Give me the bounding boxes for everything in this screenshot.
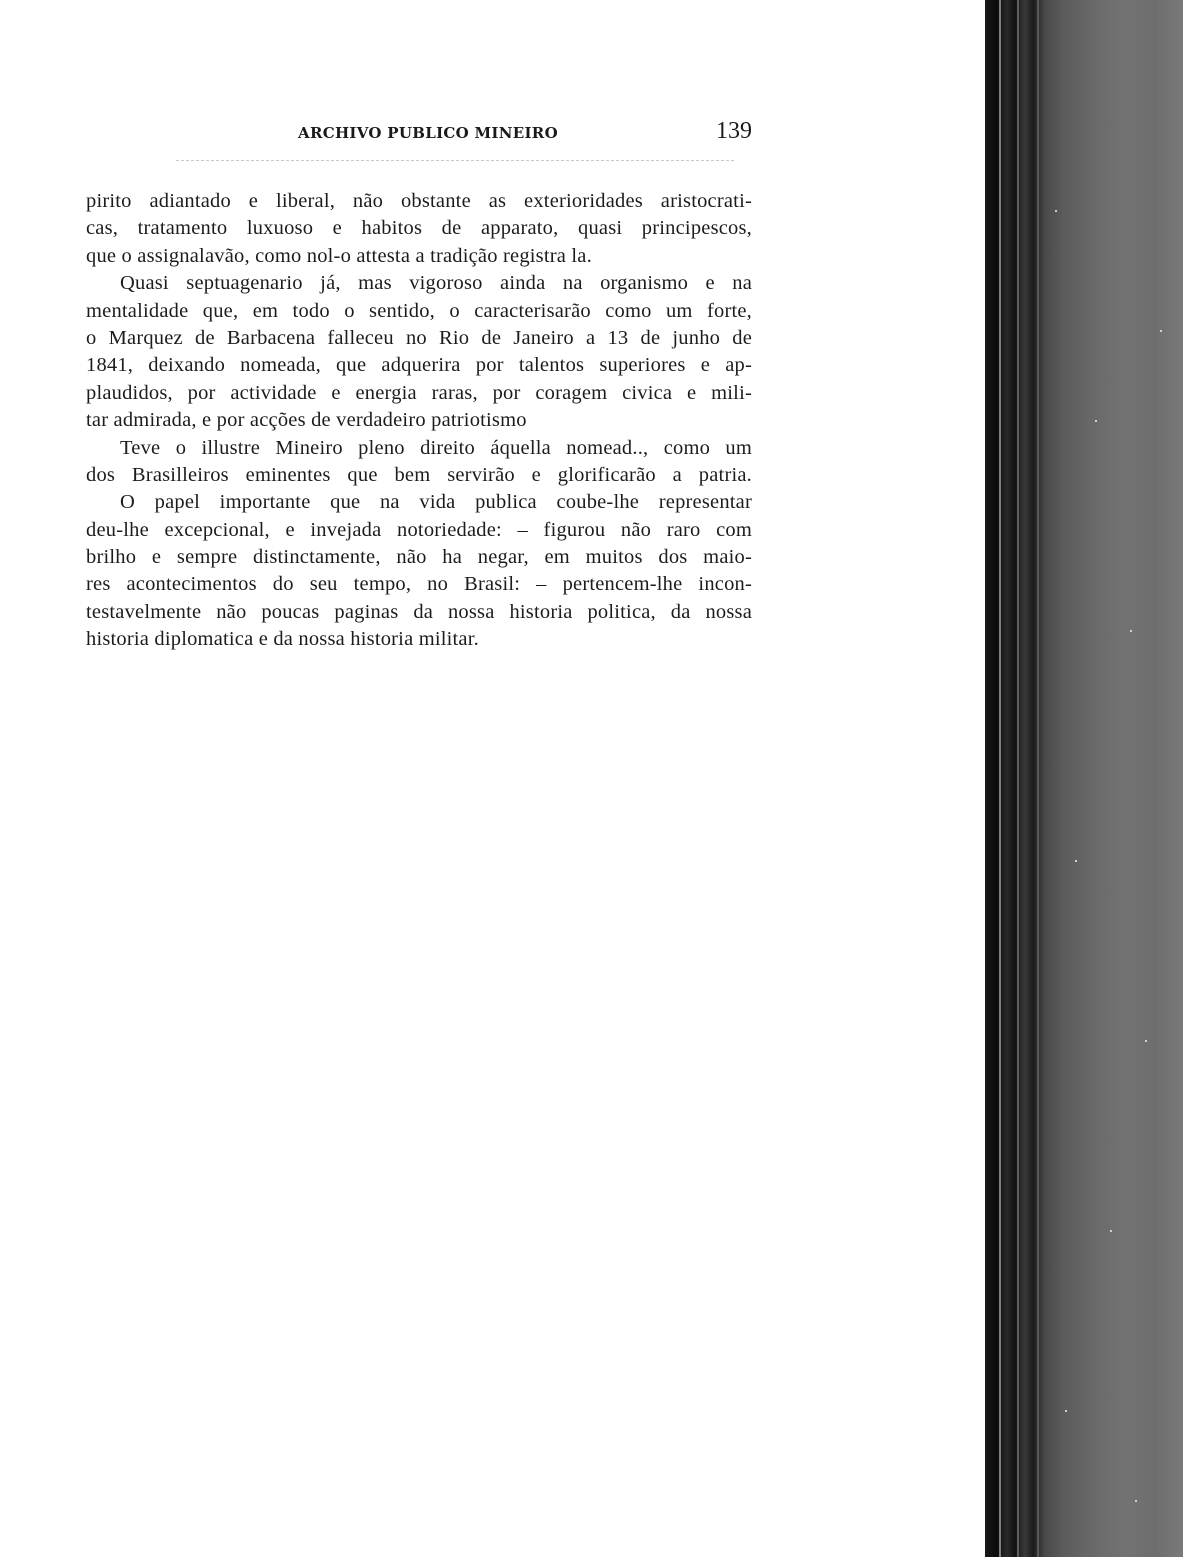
- speck: [1110, 1230, 1112, 1232]
- spine-highlight: [1017, 0, 1019, 1557]
- text-line: plaudidos, por actividade e energia raras, por coragem civica e mili-: [86, 381, 752, 404]
- paragraph-start-line: Quasi septuagenario já, mas vigoroso ainda na organismo e na: [120, 272, 752, 295]
- text-line: testavelmente não poucas paginas da nossa historia politica, da nossa: [86, 600, 752, 623]
- speck: [1065, 1410, 1067, 1412]
- text-line: cas, tratamento luxuoso e habitos de apparato, quasi principescos,: [86, 217, 752, 240]
- speck: [1145, 1040, 1147, 1042]
- text-line: res acontecimentos do seu tempo, no Brasil: – pertencem-lhe incon-: [86, 573, 752, 596]
- paragraph-start-line: Teve o illustre Mineiro pleno direito áquella nomead.., como um: [120, 436, 752, 459]
- text-line: o Marquez de Barbacena falleceu no Rio de Janeiro a 13 de junho de: [86, 326, 752, 349]
- spine-highlight: [1037, 0, 1039, 1557]
- text-line: que o assignalavão, como nol-o attesta a tradição registra la.: [86, 244, 592, 267]
- running-title: ARCHIVO PUBLICO MINEIRO: [298, 124, 558, 142]
- body-text: [86, 188, 752, 654]
- text-line: deu-lhe excepcional, e invejada notoriedade: – figurou não raro com: [86, 518, 752, 541]
- paragraph-start-line: O papel importante que na vida publica coube-lhe representar: [120, 491, 752, 514]
- spine-highlight: [999, 0, 1001, 1557]
- text-line: mentalidade que, em todo o sentido, o caracterisarão como um forte,: [86, 299, 752, 322]
- speck: [1135, 1500, 1137, 1502]
- text-line: pirito adiantado e liberal, não obstante as exterioridades aristocrati-: [86, 190, 752, 212]
- text-line: dos Brasilleiros eminentes que bem servirão e glorificarão a patria.: [86, 463, 752, 486]
- text-line: 1841, deixando nomeada, que adquerira por talentos superiores e ap-: [86, 354, 752, 377]
- speck: [1055, 210, 1057, 212]
- text-line: tar admirada, e por acções de verdadeiro patriotismo: [86, 409, 527, 432]
- speck: [1160, 330, 1162, 332]
- page-number: 139: [716, 118, 752, 144]
- text-line: historia diplomatica e da nossa historia militar.: [86, 628, 479, 651]
- text-line: brilho e sempre distinctamente, não ha negar, em muitos dos maio-: [86, 546, 752, 569]
- speck: [1130, 630, 1132, 632]
- header-rule: [176, 160, 734, 161]
- speck: [1095, 420, 1097, 422]
- speck: [1075, 860, 1077, 862]
- book-spine-shadow: [985, 0, 1183, 1557]
